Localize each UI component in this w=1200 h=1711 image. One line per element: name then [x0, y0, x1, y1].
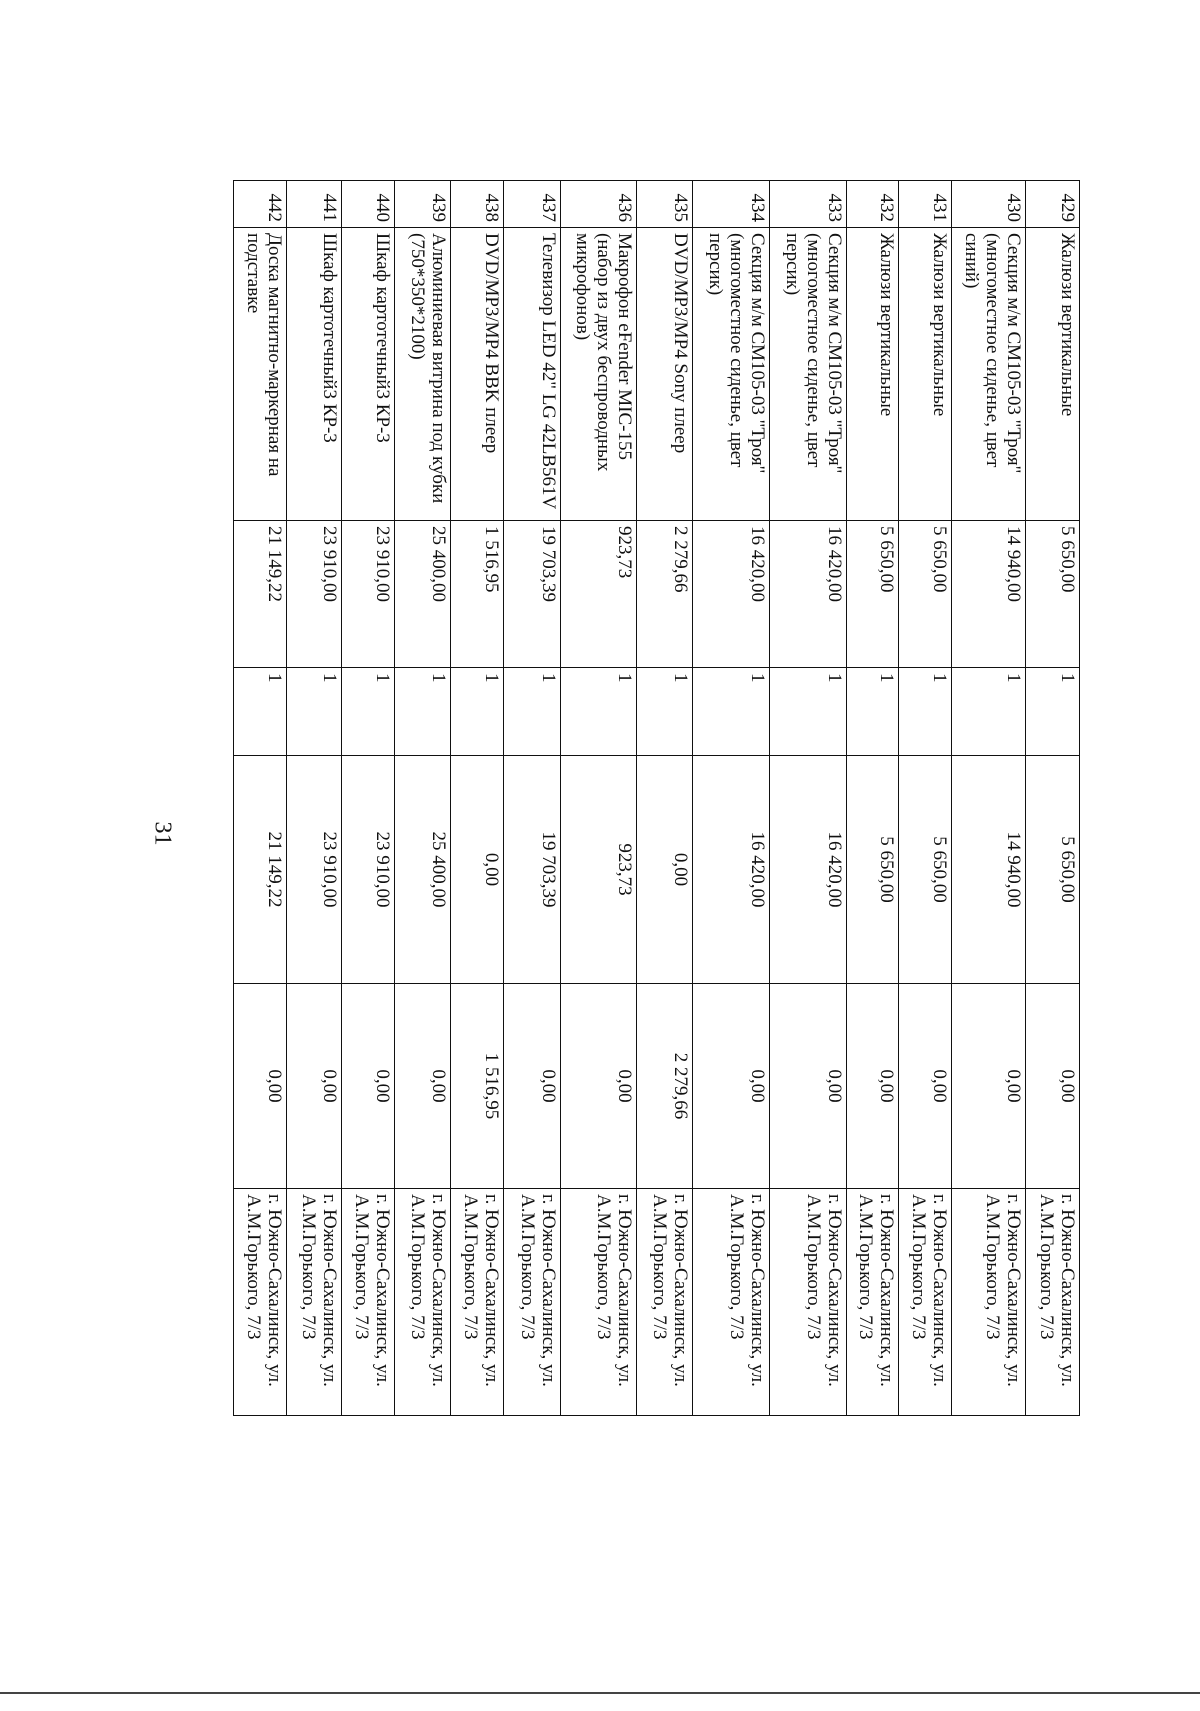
initial-value: 5 650,00	[899, 521, 952, 668]
address: г. Южно-Сахалинск, ул. А.М.Горького, 7/3	[234, 1189, 287, 1416]
address: г. Южно-Сахалинск, ул. А.М.Горького, 7/3	[770, 1189, 847, 1416]
quantity: 1	[693, 668, 770, 756]
initial-value: 21 149,22	[234, 521, 287, 668]
address: г. Южно-Сахалинск, ул. А.М.Горького, 7/3	[637, 1189, 693, 1416]
depreciation-value: 5 650,00	[847, 756, 899, 984]
address: г. Южно-Сахалинск, ул. А.М.Горького, 7/3	[561, 1189, 637, 1416]
depreciation-value: 16 420,00	[770, 756, 847, 984]
quantity: 1	[504, 668, 561, 756]
item-name: Шкаф картотечный3 КР-3	[287, 228, 342, 521]
table-row	[847, 181, 899, 1416]
item-name: Секция м/м СМ105-03 "Троя" (многоместное сиденье, цвет персик)	[693, 228, 770, 521]
row-number: 438	[451, 181, 504, 228]
address: г. Южно-Сахалинск, ул. А.М.Горького, 7/3	[504, 1189, 561, 1416]
inventory-table	[233, 180, 1080, 1416]
depreciation-value: 0,00	[451, 756, 504, 984]
depreciation-value: 25 400,00	[395, 756, 451, 984]
depreciation-value: 923,73	[561, 756, 637, 984]
table-row	[451, 181, 504, 1416]
item-name: Алюминиевая витрина под кубки (750*350*2100)	[395, 228, 451, 521]
table-row	[342, 181, 395, 1416]
initial-value: 25 400,00	[395, 521, 451, 668]
address: г. Южно-Сахалинск, ул. А.М.Горького, 7/3	[693, 1189, 770, 1416]
depreciation-value: 19 703,39	[504, 756, 561, 984]
depreciation-value: 16 420,00	[693, 756, 770, 984]
table-row	[899, 181, 952, 1416]
address: г. Южно-Сахалинск, ул. А.М.Горького, 7/3	[952, 1189, 1026, 1416]
row-number: 436	[561, 181, 637, 228]
quantity: 1	[561, 668, 637, 756]
depreciation-value: 5 650,00	[1026, 756, 1080, 984]
address: г. Южно-Сахалинск, ул. А.М.Горького, 7/3	[287, 1189, 342, 1416]
residual-value: 0,00	[287, 984, 342, 1189]
item-name: Жалюзи вертикальные	[1026, 228, 1080, 521]
address: г. Южно-Сахалинск, ул. А.М.Горького, 7/3	[847, 1189, 899, 1416]
row-number: 434	[693, 181, 770, 228]
item-name: DVD/MP3/MP4 BBK плеер	[451, 228, 504, 521]
residual-value: 1 516,95	[451, 984, 504, 1189]
row-number: 441	[287, 181, 342, 228]
table-row	[234, 181, 287, 1416]
item-name: Шкаф картотечный3 КР-3	[342, 228, 395, 521]
residual-value: 0,00	[504, 984, 561, 1189]
scan-edge-line	[0, 1692, 1200, 1694]
table-body	[234, 181, 1080, 1416]
initial-value: 16 420,00	[693, 521, 770, 668]
depreciation-value: 0,00	[637, 756, 693, 984]
depreciation-value: 21 149,22	[234, 756, 287, 984]
address: г. Южно-Сахалинск, ул. А.М.Горького, 7/3	[395, 1189, 451, 1416]
item-name: Телевизор LED 42" LG 42LB561V	[504, 228, 561, 521]
initial-value: 23 910,00	[287, 521, 342, 668]
table-row	[952, 181, 1026, 1416]
residual-value: 0,00	[952, 984, 1026, 1189]
table-row	[287, 181, 342, 1416]
table-row	[637, 181, 693, 1416]
residual-value: 0,00	[693, 984, 770, 1189]
item-name: DVD/MP3/MP4 Sony плеер	[637, 228, 693, 521]
initial-value: 23 910,00	[342, 521, 395, 668]
depreciation-value: 14 940,00	[952, 756, 1026, 984]
quantity: 1	[899, 668, 952, 756]
residual-value: 2 279,66	[637, 984, 693, 1189]
row-number: 439	[395, 181, 451, 228]
quantity: 1	[1026, 668, 1080, 756]
initial-value: 923,73	[561, 521, 637, 668]
initial-value: 5 650,00	[1026, 521, 1080, 668]
row-number: 431	[899, 181, 952, 228]
item-name: Секция м/м СМ105-03 "Троя" (многоместное сиденье, цвет персик)	[770, 228, 847, 521]
item-name: Доска магнитно-маркерная на подставке	[234, 228, 287, 521]
item-name: Жалюзи вертикальные	[847, 228, 899, 521]
quantity: 1	[287, 668, 342, 756]
quantity: 1	[342, 668, 395, 756]
depreciation-value: 5 650,00	[899, 756, 952, 984]
residual-value: 0,00	[395, 984, 451, 1189]
depreciation-value: 23 910,00	[287, 756, 342, 984]
quantity: 1	[770, 668, 847, 756]
row-number: 433	[770, 181, 847, 228]
quantity: 1	[952, 668, 1026, 756]
row-number: 430	[952, 181, 1026, 228]
row-number: 442	[234, 181, 287, 228]
residual-value: 0,00	[1026, 984, 1080, 1189]
row-number: 435	[637, 181, 693, 228]
row-number: 432	[847, 181, 899, 228]
row-number: 429	[1026, 181, 1080, 228]
table-row	[770, 181, 847, 1416]
item-name: Макрофон eFender MIC-155 (набор из двух беспроводных микрофонов)	[561, 228, 637, 521]
address: г. Южно-Сахалинск, ул. А.М.Горького, 7/3	[899, 1189, 952, 1416]
quantity: 1	[847, 668, 899, 756]
address: г. Южно-Сахалинск, ул. А.М.Горького, 7/3	[1026, 1189, 1080, 1416]
quantity: 1	[234, 668, 287, 756]
quantity: 1	[637, 668, 693, 756]
page-number: 31	[149, 821, 176, 846]
table-row	[504, 181, 561, 1416]
residual-value: 0,00	[770, 984, 847, 1189]
quantity: 1	[395, 668, 451, 756]
row-number: 437	[504, 181, 561, 228]
item-name: Жалюзи вертикальные	[899, 228, 952, 521]
initial-value: 5 650,00	[847, 521, 899, 668]
residual-value: 0,00	[234, 984, 287, 1189]
initial-value: 14 940,00	[952, 521, 1026, 668]
table-row	[1026, 181, 1080, 1416]
residual-value: 0,00	[899, 984, 952, 1189]
row-number: 440	[342, 181, 395, 228]
table-row	[395, 181, 451, 1416]
item-name: Секция м/м СМ105-03 "Троя" (многоместное сиденье, цвет синий)	[952, 228, 1026, 521]
quantity: 1	[451, 668, 504, 756]
initial-value: 1 516,95	[451, 521, 504, 668]
depreciation-value: 23 910,00	[342, 756, 395, 984]
initial-value: 2 279,66	[637, 521, 693, 668]
residual-value: 0,00	[561, 984, 637, 1189]
table-row	[693, 181, 770, 1416]
initial-value: 16 420,00	[770, 521, 847, 668]
rotated-table-container	[178, 180, 1080, 1415]
residual-value: 0,00	[342, 984, 395, 1189]
initial-value: 19 703,39	[504, 521, 561, 668]
table-row	[561, 181, 637, 1416]
address: г. Южно-Сахалинск, ул. А.М.Горького, 7/3	[451, 1189, 504, 1416]
address: г. Южно-Сахалинск, ул. А.М.Горького, 7/3	[342, 1189, 395, 1416]
residual-value: 0,00	[847, 984, 899, 1189]
